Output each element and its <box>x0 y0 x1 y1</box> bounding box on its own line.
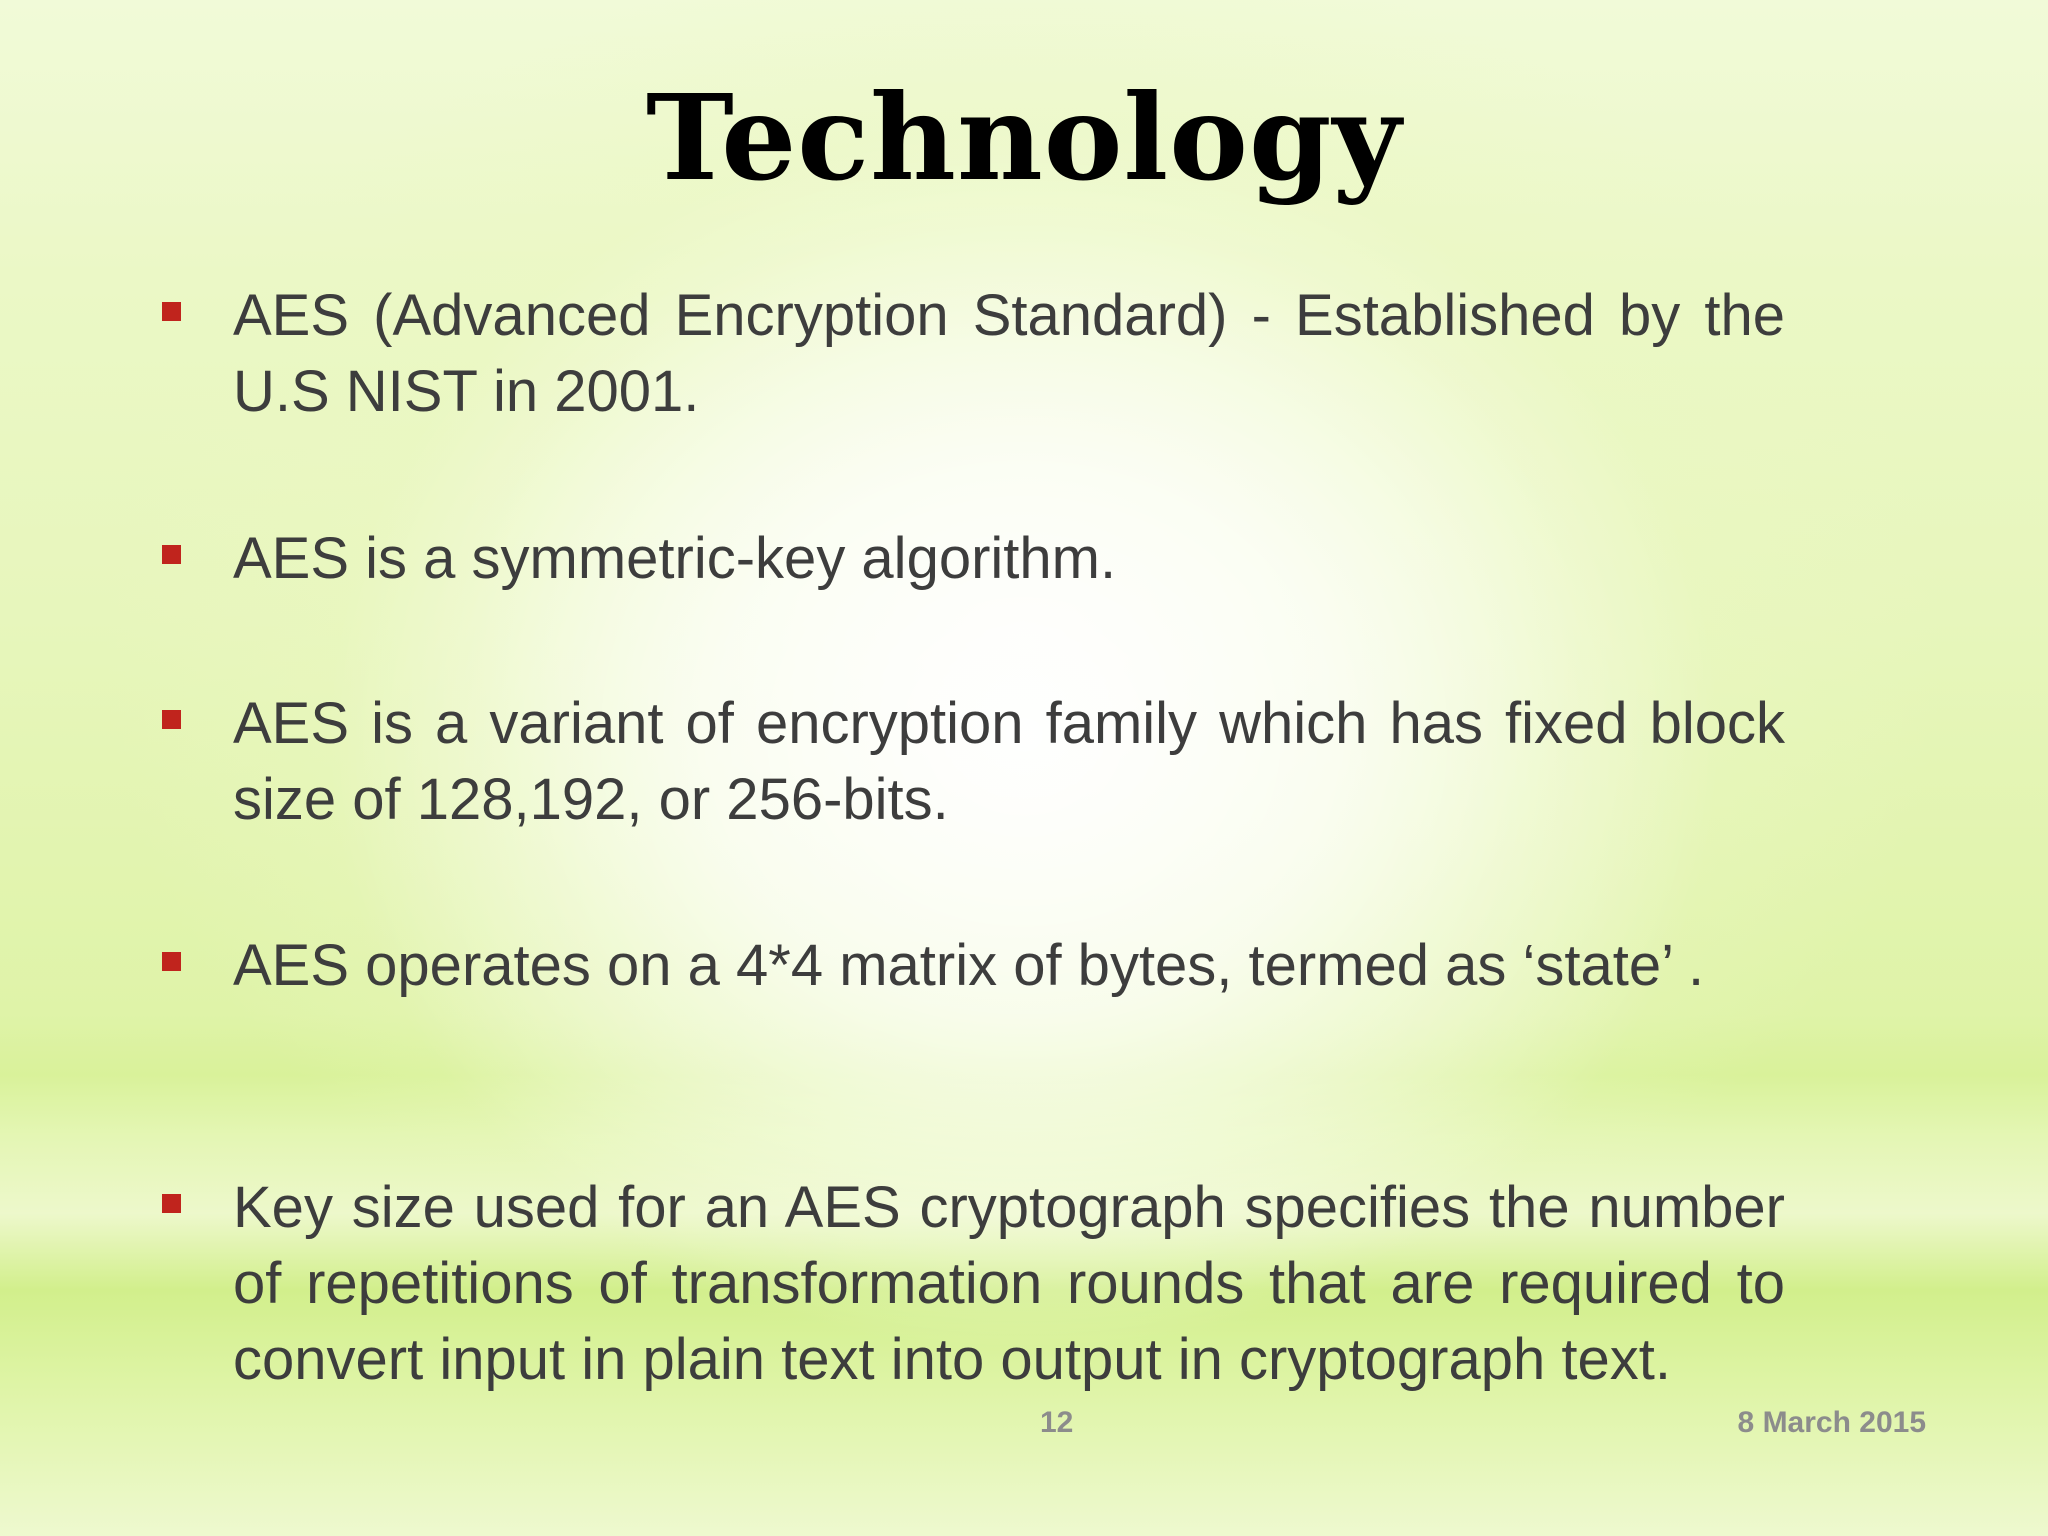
square-bullet-icon <box>162 302 181 321</box>
bullet-text: AES is a variant of encryption family which has fixed block size of 128,192, or 256-bits. <box>233 691 1785 832</box>
bullet-text: AES is a symmetric-key algorithm. <box>233 526 1117 591</box>
square-bullet-icon <box>162 1194 181 1213</box>
square-bullet-icon <box>162 952 181 971</box>
slide-title: Technology <box>645 68 1403 207</box>
page-number: 12 <box>1040 1406 1074 1439</box>
bullet-text: Key size used for an AES cryptograph specifies the number of repetitions of transformation rounds that are required to convert input in plain text into output in cryptograph text. <box>233 1175 1785 1392</box>
bullet-text: AES operates on a 4*4 matrix of bytes, termed as ‘state’ . <box>233 933 1705 998</box>
slide-date: 8 March 2015 <box>1737 1406 1926 1439</box>
bullet-text: AES (Advanced Encryption Standard) - Established by the U.S NIST in 2001. <box>233 283 1785 424</box>
square-bullet-icon <box>162 545 181 564</box>
square-bullet-icon <box>162 710 181 729</box>
